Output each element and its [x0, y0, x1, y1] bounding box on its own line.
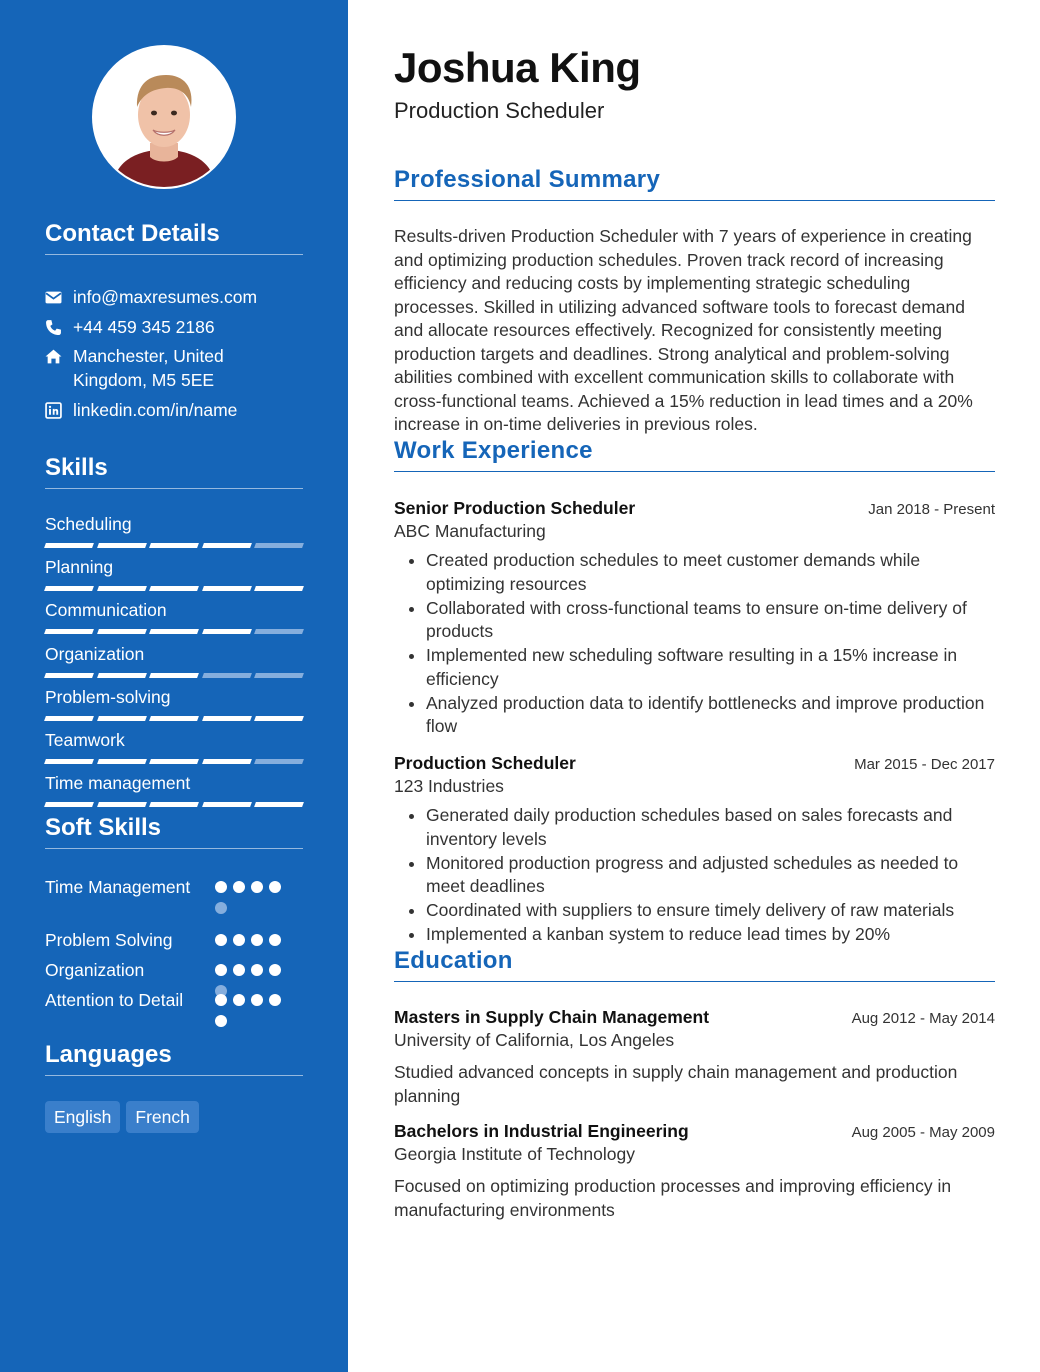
language-tag: English — [45, 1101, 120, 1133]
phone-icon — [45, 315, 73, 339]
skill-name: Organization — [45, 643, 145, 664]
skill-level-segment — [149, 673, 198, 678]
skill-level-bar — [45, 543, 303, 548]
skill-level-segment — [149, 586, 198, 591]
skill-level-segment — [97, 802, 146, 807]
skill-level-segment — [202, 543, 251, 548]
job-date: Mar 2015 - Dec 2017 — [854, 756, 995, 773]
skill-level-segment — [202, 802, 251, 807]
skill-level-bar — [45, 802, 303, 807]
skill-level-segment — [202, 629, 251, 634]
skill-level-segment — [97, 586, 146, 591]
language-tag: French — [126, 1101, 198, 1133]
skill-item — [45, 772, 303, 807]
soft-skills-heading: Soft Skills — [45, 814, 303, 849]
skill-level-segment — [97, 673, 146, 678]
linkedin-icon — [45, 398, 73, 422]
rating-dot — [233, 881, 245, 893]
education-entry — [394, 1120, 995, 1222]
rating-dot — [233, 934, 245, 946]
skill-level-segment — [97, 543, 146, 548]
education-heading: Education — [394, 947, 995, 982]
soft-skill-name: Organization — [45, 960, 145, 980]
degree-description: Studied advanced concepts in supply chain management and production planning — [394, 1062, 958, 1106]
skill-level-segment — [149, 759, 198, 764]
soft-skill-item — [45, 875, 303, 914]
rating-dot — [269, 964, 281, 976]
skill-level-segment — [254, 543, 303, 548]
skill-level-bar — [45, 759, 303, 764]
rating-dot — [269, 994, 281, 1006]
skill-level-segment — [149, 543, 198, 548]
rating-dot — [269, 881, 281, 893]
skill-name: Time management — [45, 773, 191, 794]
job-company: 123 Industries — [394, 776, 504, 796]
skill-item — [45, 643, 303, 678]
rating-dot — [251, 964, 263, 976]
skill-level-segment — [254, 673, 303, 678]
job-entry — [394, 752, 995, 947]
skill-name: Communication — [45, 600, 167, 621]
languages-list — [45, 1101, 199, 1133]
rating-dot — [233, 964, 245, 976]
degree-title: Bachelors in Industrial Engineering — [394, 1121, 689, 1141]
job-bullet: • Created production schedules to meet customer demands while optimizing resources — [426, 549, 995, 596]
skill-level-segment — [149, 716, 198, 721]
rating-dot — [215, 1015, 227, 1027]
contact-phone[interactable] — [45, 315, 303, 339]
envelope-icon — [45, 285, 73, 309]
skill-item — [45, 729, 303, 764]
soft-skill-rating — [215, 928, 295, 952]
skill-item — [45, 556, 303, 591]
skill-name: Scheduling — [45, 514, 132, 534]
contact-address — [45, 344, 303, 392]
job-company: ABC Manufacturing — [394, 521, 546, 541]
job-bullet: • Implemented new scheduling software resulting in a 15% increase in efficiency — [426, 644, 995, 691]
skill-level-segment — [254, 629, 303, 634]
skill-level-segment — [254, 716, 303, 721]
job-date: Jan 2018 - Present — [868, 501, 995, 518]
soft-skill-name: Time Management — [45, 877, 191, 897]
skill-name: Planning — [45, 557, 114, 578]
degree-date: Aug 2005 - May 2009 — [851, 1124, 995, 1141]
rating-dot — [251, 934, 263, 946]
skill-level-segment — [97, 629, 146, 634]
soft-skill-name: Problem Solving — [45, 930, 173, 950]
rating-dot — [215, 881, 227, 893]
contact-linkedin[interactable] — [45, 398, 303, 422]
skill-level-bar — [45, 586, 303, 591]
job-bullet: • Analyzed production data to identify bottlenecks and improve production flow — [426, 692, 995, 739]
job-bullets — [394, 549, 995, 739]
languages-heading: Languages — [45, 1041, 303, 1076]
rating-dot — [251, 994, 263, 1006]
skill-level-segment — [44, 716, 93, 721]
summary-text: Results-driven Production Scheduler with 7 years of experience in creating and optimizing production schedules. Proven track record of increasing efficiency and reducing costs by implementing strategic scheduling processes. Skilled in utilizing advanced software tools to forecast demand and allocate resources effectively. Recognized for consistently meeting production targets and deadlines. Strong analytical and problem-solving abilities combined with excellent communication skills to collaborate with cross-functional teams. Achieved a 15% reduction in lead times and a 20% increase in on-time deliveries in previous roles. — [394, 226, 973, 434]
skill-level-segment — [254, 802, 303, 807]
job-bullet: • Coordinated with suppliers to ensure timely delivery of raw materials — [426, 899, 995, 923]
skill-item — [45, 686, 303, 721]
skill-level-segment — [149, 629, 198, 634]
education-entry — [394, 1006, 995, 1108]
job-bullets — [394, 804, 995, 947]
candidate-role: Production Scheduler — [394, 98, 605, 123]
soft-skill-name: Attention to Detail — [45, 990, 184, 1010]
contact-heading: Contact Details — [45, 220, 303, 255]
skill-item — [45, 599, 303, 634]
skill-name: Teamwork — [45, 730, 125, 750]
skill-level-segment — [202, 586, 251, 591]
skill-item — [45, 513, 303, 548]
school-name: University of California, Los Angeles — [394, 1030, 675, 1050]
skill-level-bar — [45, 716, 303, 721]
skill-level-segment — [97, 716, 146, 721]
home-icon — [45, 344, 73, 368]
summary-heading: Professional Summary — [394, 166, 995, 201]
avatar — [92, 45, 236, 189]
job-bullet: • Collaborated with cross-functional teams to ensure on-time delivery of products — [426, 597, 995, 644]
rating-dot — [215, 964, 227, 976]
rating-dot — [269, 934, 281, 946]
degree-title: Masters in Supply Chain Management — [394, 1007, 710, 1027]
soft-skill-item — [45, 988, 303, 1027]
skill-level-segment — [254, 586, 303, 591]
job-entry — [394, 497, 995, 739]
rating-dot — [251, 881, 263, 893]
skill-level-segment — [202, 759, 251, 764]
job-bullet: • Generated daily production schedules based on sales forecasts and inventory levels — [426, 804, 995, 851]
job-title: Production Scheduler — [394, 753, 576, 773]
skills-heading: Skills — [45, 454, 303, 489]
skill-level-segment — [97, 759, 146, 764]
soft-skill-item — [45, 928, 303, 952]
rating-dot — [215, 934, 227, 946]
contact-email[interactable] — [45, 285, 303, 309]
job-bullet: • Implemented a kanban system to reduce lead times by 20% — [426, 923, 995, 947]
candidate-name: Joshua King — [394, 44, 641, 91]
rating-dot — [215, 994, 227, 1006]
degree-description: Focused on optimizing production processes and improving efficiency in manufacturing environments — [394, 1176, 952, 1220]
contact-linkedin-text: linkedin.com/in/name — [73, 400, 238, 420]
skill-level-segment — [44, 629, 93, 634]
skill-level-segment — [254, 759, 303, 764]
contact-phone-text: +44 459 345 2186 — [73, 317, 215, 337]
skill-level-segment — [44, 802, 93, 807]
experience-heading: Work Experience — [394, 437, 995, 472]
soft-skill-rating — [215, 875, 295, 914]
contact-email-text: info@maxresumes.com — [73, 287, 258, 307]
rating-dot — [233, 994, 245, 1006]
skill-level-bar — [45, 629, 303, 634]
profile-photo — [94, 47, 234, 187]
rating-dot — [215, 902, 227, 914]
skill-level-segment — [202, 716, 251, 721]
skill-level-segment — [44, 673, 93, 678]
school-name: Georgia Institute of Technology — [394, 1144, 635, 1164]
skill-level-segment — [202, 673, 251, 678]
job-bullet: • Monitored production progress and adjusted schedules as needed to meet deadlines — [426, 852, 995, 899]
job-title: Senior Production Scheduler — [394, 498, 636, 518]
skill-level-segment — [44, 586, 93, 591]
contact-address-text: Manchester, United Kingdom, M5 5EE — [73, 346, 224, 390]
skill-level-segment — [44, 759, 93, 764]
skill-level-segment — [44, 543, 93, 548]
skill-level-bar — [45, 673, 303, 678]
skill-level-segment — [149, 802, 198, 807]
sidebar — [0, 0, 348, 1372]
degree-date: Aug 2012 - May 2014 — [851, 1010, 995, 1027]
skill-name: Problem-solving — [45, 686, 171, 707]
soft-skill-rating — [215, 988, 295, 1027]
